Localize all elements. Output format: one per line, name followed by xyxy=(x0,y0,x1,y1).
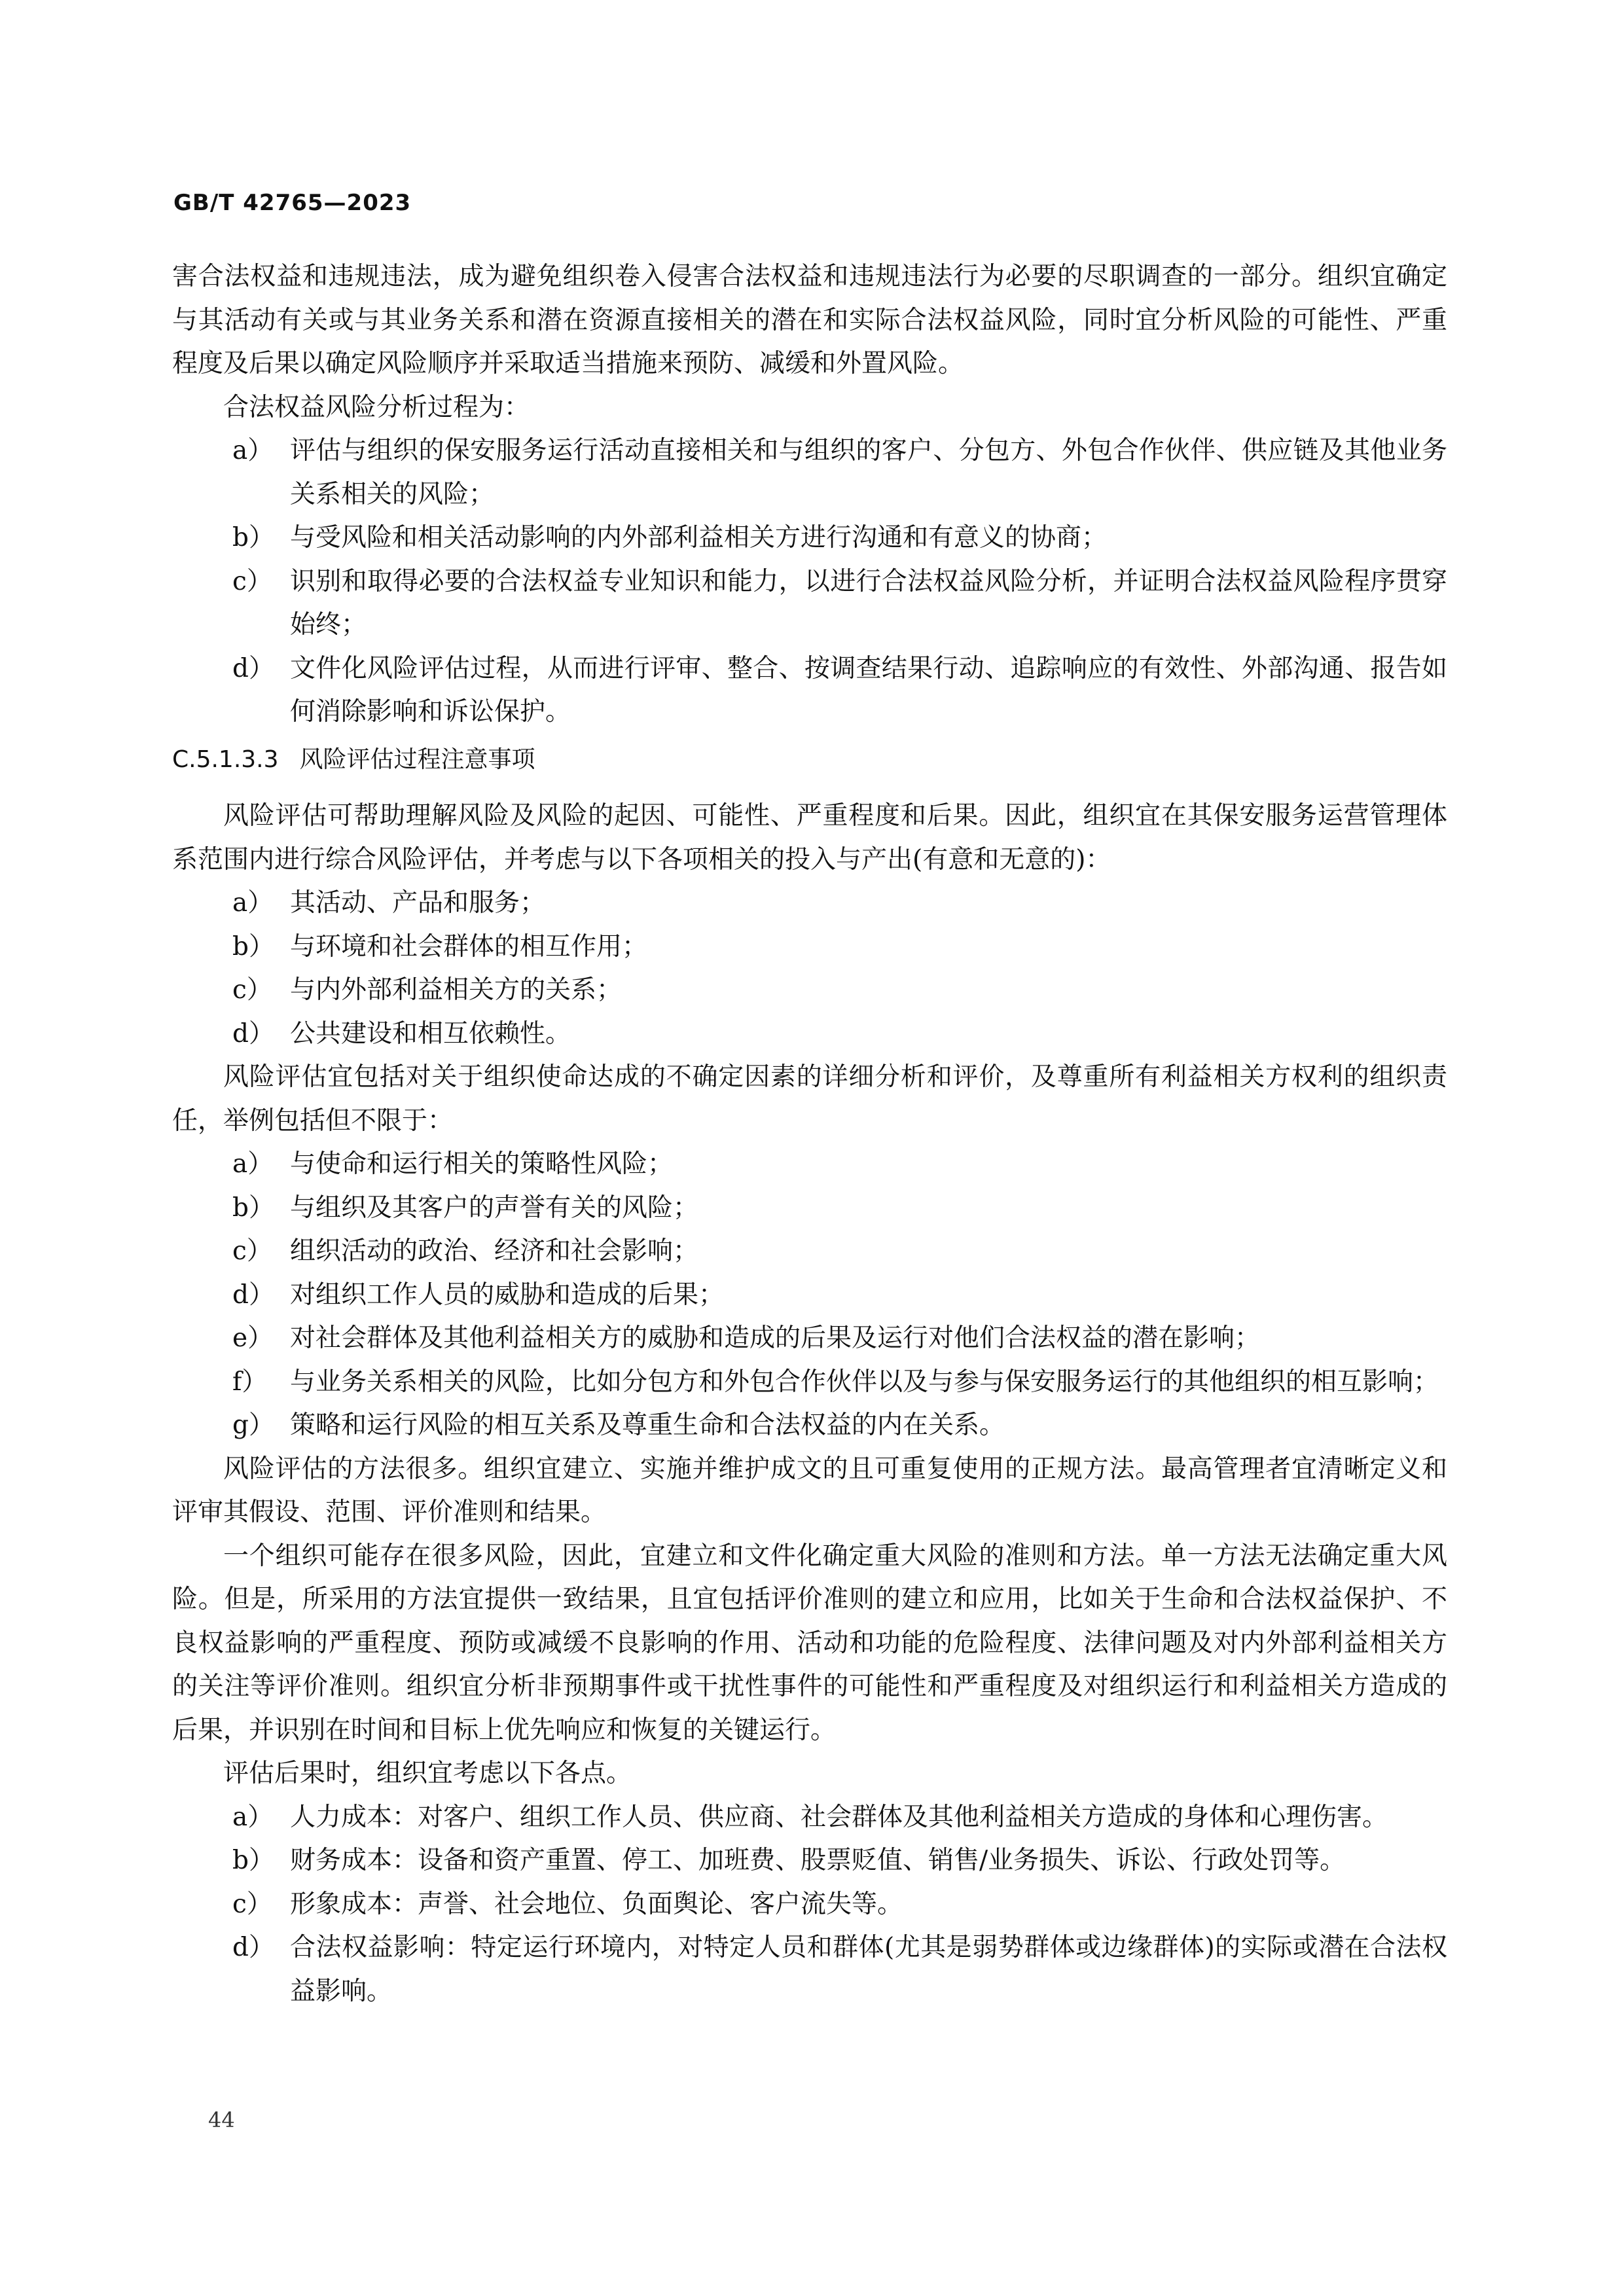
list-marker: d） xyxy=(232,653,274,683)
list-item xyxy=(172,1187,1447,1230)
paragraph: 风险评估的方法很多。组织宜建立、实施并维护成文的且可重复使用的正规方法。最高管理者宜清晰定义和评审其假设、范围、评价准则和结果。 xyxy=(172,1454,1447,1527)
list-item xyxy=(172,1361,1447,1405)
list-marker: c） xyxy=(232,1236,272,1266)
list-marker: f） xyxy=(232,1367,268,1397)
list-item xyxy=(172,429,1447,516)
list-item xyxy=(172,925,1447,969)
list-item xyxy=(172,516,1447,560)
section-title: 风险评估过程注意事项 xyxy=(299,745,535,773)
list-item-text: 与使命和运行相关的策略性风险； xyxy=(290,1149,674,1179)
list-item xyxy=(172,1274,1447,1318)
list-item xyxy=(172,1143,1447,1187)
page-body xyxy=(172,255,1447,2013)
list-item-text: 识别和取得必要的合法权益专业知识和能力，以进行合法权益风险分析，并证明合法权益风险程序贯穿始终； xyxy=(290,566,1447,639)
list-item xyxy=(172,969,1447,1013)
list-item xyxy=(172,1883,1447,1927)
paragraph: 合法权益风险分析过程为： xyxy=(223,392,530,422)
list-item xyxy=(172,647,1447,734)
paragraph: 评估后果时，组织宜考虑以下各点。 xyxy=(223,1759,632,1788)
list-marker: b） xyxy=(232,931,274,961)
standard-number-header: GB/T 42765—2023 xyxy=(173,190,412,216)
list-item-text: 合法权益影响：特定运行环境内，对特定人员和群体(尤其是弱势群体或边缘群体)的实际或潜在合法权益影响。 xyxy=(290,1933,1447,2006)
list-marker: b） xyxy=(232,1846,274,1875)
list-item xyxy=(172,1404,1447,1448)
list-marker: a） xyxy=(232,888,274,918)
list-item-text: 人力成本：对客户、组织工作人员、供应商、社会群体及其他利益相关方造成的身体和心理伤害。 xyxy=(290,1802,1388,1832)
paragraph: 风险评估宜包括对关于组织使命达成的不确定因素的详细分析和评价，及尊重所有利益相关方权利的组织责任，举例包括但不限于： xyxy=(172,1062,1447,1136)
list-item-text: 与受风险和相关活动影响的内外部利益相关方进行沟通和有意义的协商； xyxy=(290,523,1108,552)
list-item-text: 对社会群体及其他利益相关方的威胁和造成的后果及运行对他们合法权益的潜在影响； xyxy=(290,1323,1261,1353)
list-item xyxy=(172,1317,1447,1361)
list-marker: c） xyxy=(232,1889,272,1919)
list-marker: g） xyxy=(232,1410,274,1440)
list-item-text: 组织活动的政治、经济和社会影响； xyxy=(290,1236,699,1266)
list-marker: d） xyxy=(232,1933,274,1962)
list-item-text: 公共建设和相互依赖性。 xyxy=(290,1018,571,1049)
list-marker: b） xyxy=(232,1193,274,1223)
list-item xyxy=(172,1230,1447,1274)
list-marker: d） xyxy=(232,1018,274,1049)
list-risk-analysis-process xyxy=(172,429,1447,734)
list-marker: a） xyxy=(232,1149,274,1179)
list-marker: a） xyxy=(232,1802,274,1832)
section-number: C.5.1.3.3 xyxy=(172,745,279,773)
list-item-text: 对组织工作人员的威胁和造成的后果； xyxy=(290,1280,725,1310)
list-marker: b） xyxy=(232,523,274,552)
list-item-text: 策略和运行风险的相互关系及尊重生命和合法权益的内在关系。 xyxy=(290,1410,1005,1440)
list-item xyxy=(172,1926,1447,2013)
list-item-text: 财务成本：设备和资产重置、停工、加班费、股票贬值、销售/业务损失、诉讼、行政处罚等。 xyxy=(290,1846,1346,1875)
list-consequences xyxy=(172,1796,1447,2014)
list-item-text: 形象成本：声誉、社会地位、负面舆论、客户流失等。 xyxy=(290,1889,903,1919)
list-item xyxy=(172,882,1447,925)
list-marker: a） xyxy=(232,436,274,465)
list-marker: d） xyxy=(232,1280,274,1310)
list-item-text: 与内外部利益相关方的关系； xyxy=(290,975,623,1005)
list-item xyxy=(172,1013,1447,1056)
section-heading xyxy=(172,738,1447,782)
page-number: 44 xyxy=(208,2108,235,2132)
list-item-text: 与环境和社会群体的相互作用； xyxy=(290,931,648,961)
list-item-text: 与组织及其客户的声誉有关的风险； xyxy=(290,1193,699,1223)
list-marker: c） xyxy=(232,566,272,596)
paragraph: 风险评估可帮助理解风险及风险的起因、可能性、严重程度和后果。因此，组织宜在其保安服务运营管理体系范围内进行综合风险评估，并考虑与以下各项相关的投入与产出(有意和无意的)： xyxy=(172,801,1447,874)
list-item-text: 其活动、产品和服务； xyxy=(290,888,546,918)
list-item-text: 评估与组织的保安服务运行活动直接相关和与组织的客户、分包方、外包合作伙伴、供应链及其他业务关系相关的风险； xyxy=(290,436,1447,509)
list-item-text: 文件化风险评估过程，从而进行评审、整合、按调查结果行动、追踪响应的有效性、外部沟通、报告如何消除影响和诉讼保护。 xyxy=(290,653,1447,726)
list-item xyxy=(172,560,1447,647)
list-risk-examples xyxy=(172,1143,1447,1448)
list-inputs-outputs xyxy=(172,882,1447,1056)
list-item xyxy=(172,1839,1447,1883)
list-item xyxy=(172,1796,1447,1840)
list-marker: e） xyxy=(232,1323,274,1353)
paragraph: 害合法权益和违规违法，成为避免组织卷入侵害合法权益和违规违法行为必要的尽职调查的一部分。组织宜确定与其活动有关或与其业务关系和潜在资源直接相关的潜在和实际合法权益风险，同时宜分析风险的可能性、严重程度及后果以确定风险顺序并采取适当措施来预防、减缓和外置风险。 xyxy=(172,262,1447,378)
list-item-text: 与业务关系相关的风险，比如分包方和外包合作伙伴以及与参与保安服务运行的其他组织的相互影响； xyxy=(290,1367,1439,1397)
list-marker: c） xyxy=(232,975,272,1005)
paragraph: 一个组织可能存在很多风险，因此，宜建立和文件化确定重大风险的准则和方法。单一方法无法确定重大风险。但是，所采用的方法宜提供一致结果，且宜包括评价准则的建立和应用，比如关于生命和合法权益保护、不良权益影响的严重程度、预防或减缓不良影响的作用、活动和功能的危险程度、法律问题及对内外部利益相关方的关注等评价准则。组织宜分析非预期事件或干扰性事件的可能性和严重程度及对组织运行和利益相关方造成的后果，并识别在时间和目标上优先响应和恢复的关键运行。 xyxy=(172,1541,1447,1745)
